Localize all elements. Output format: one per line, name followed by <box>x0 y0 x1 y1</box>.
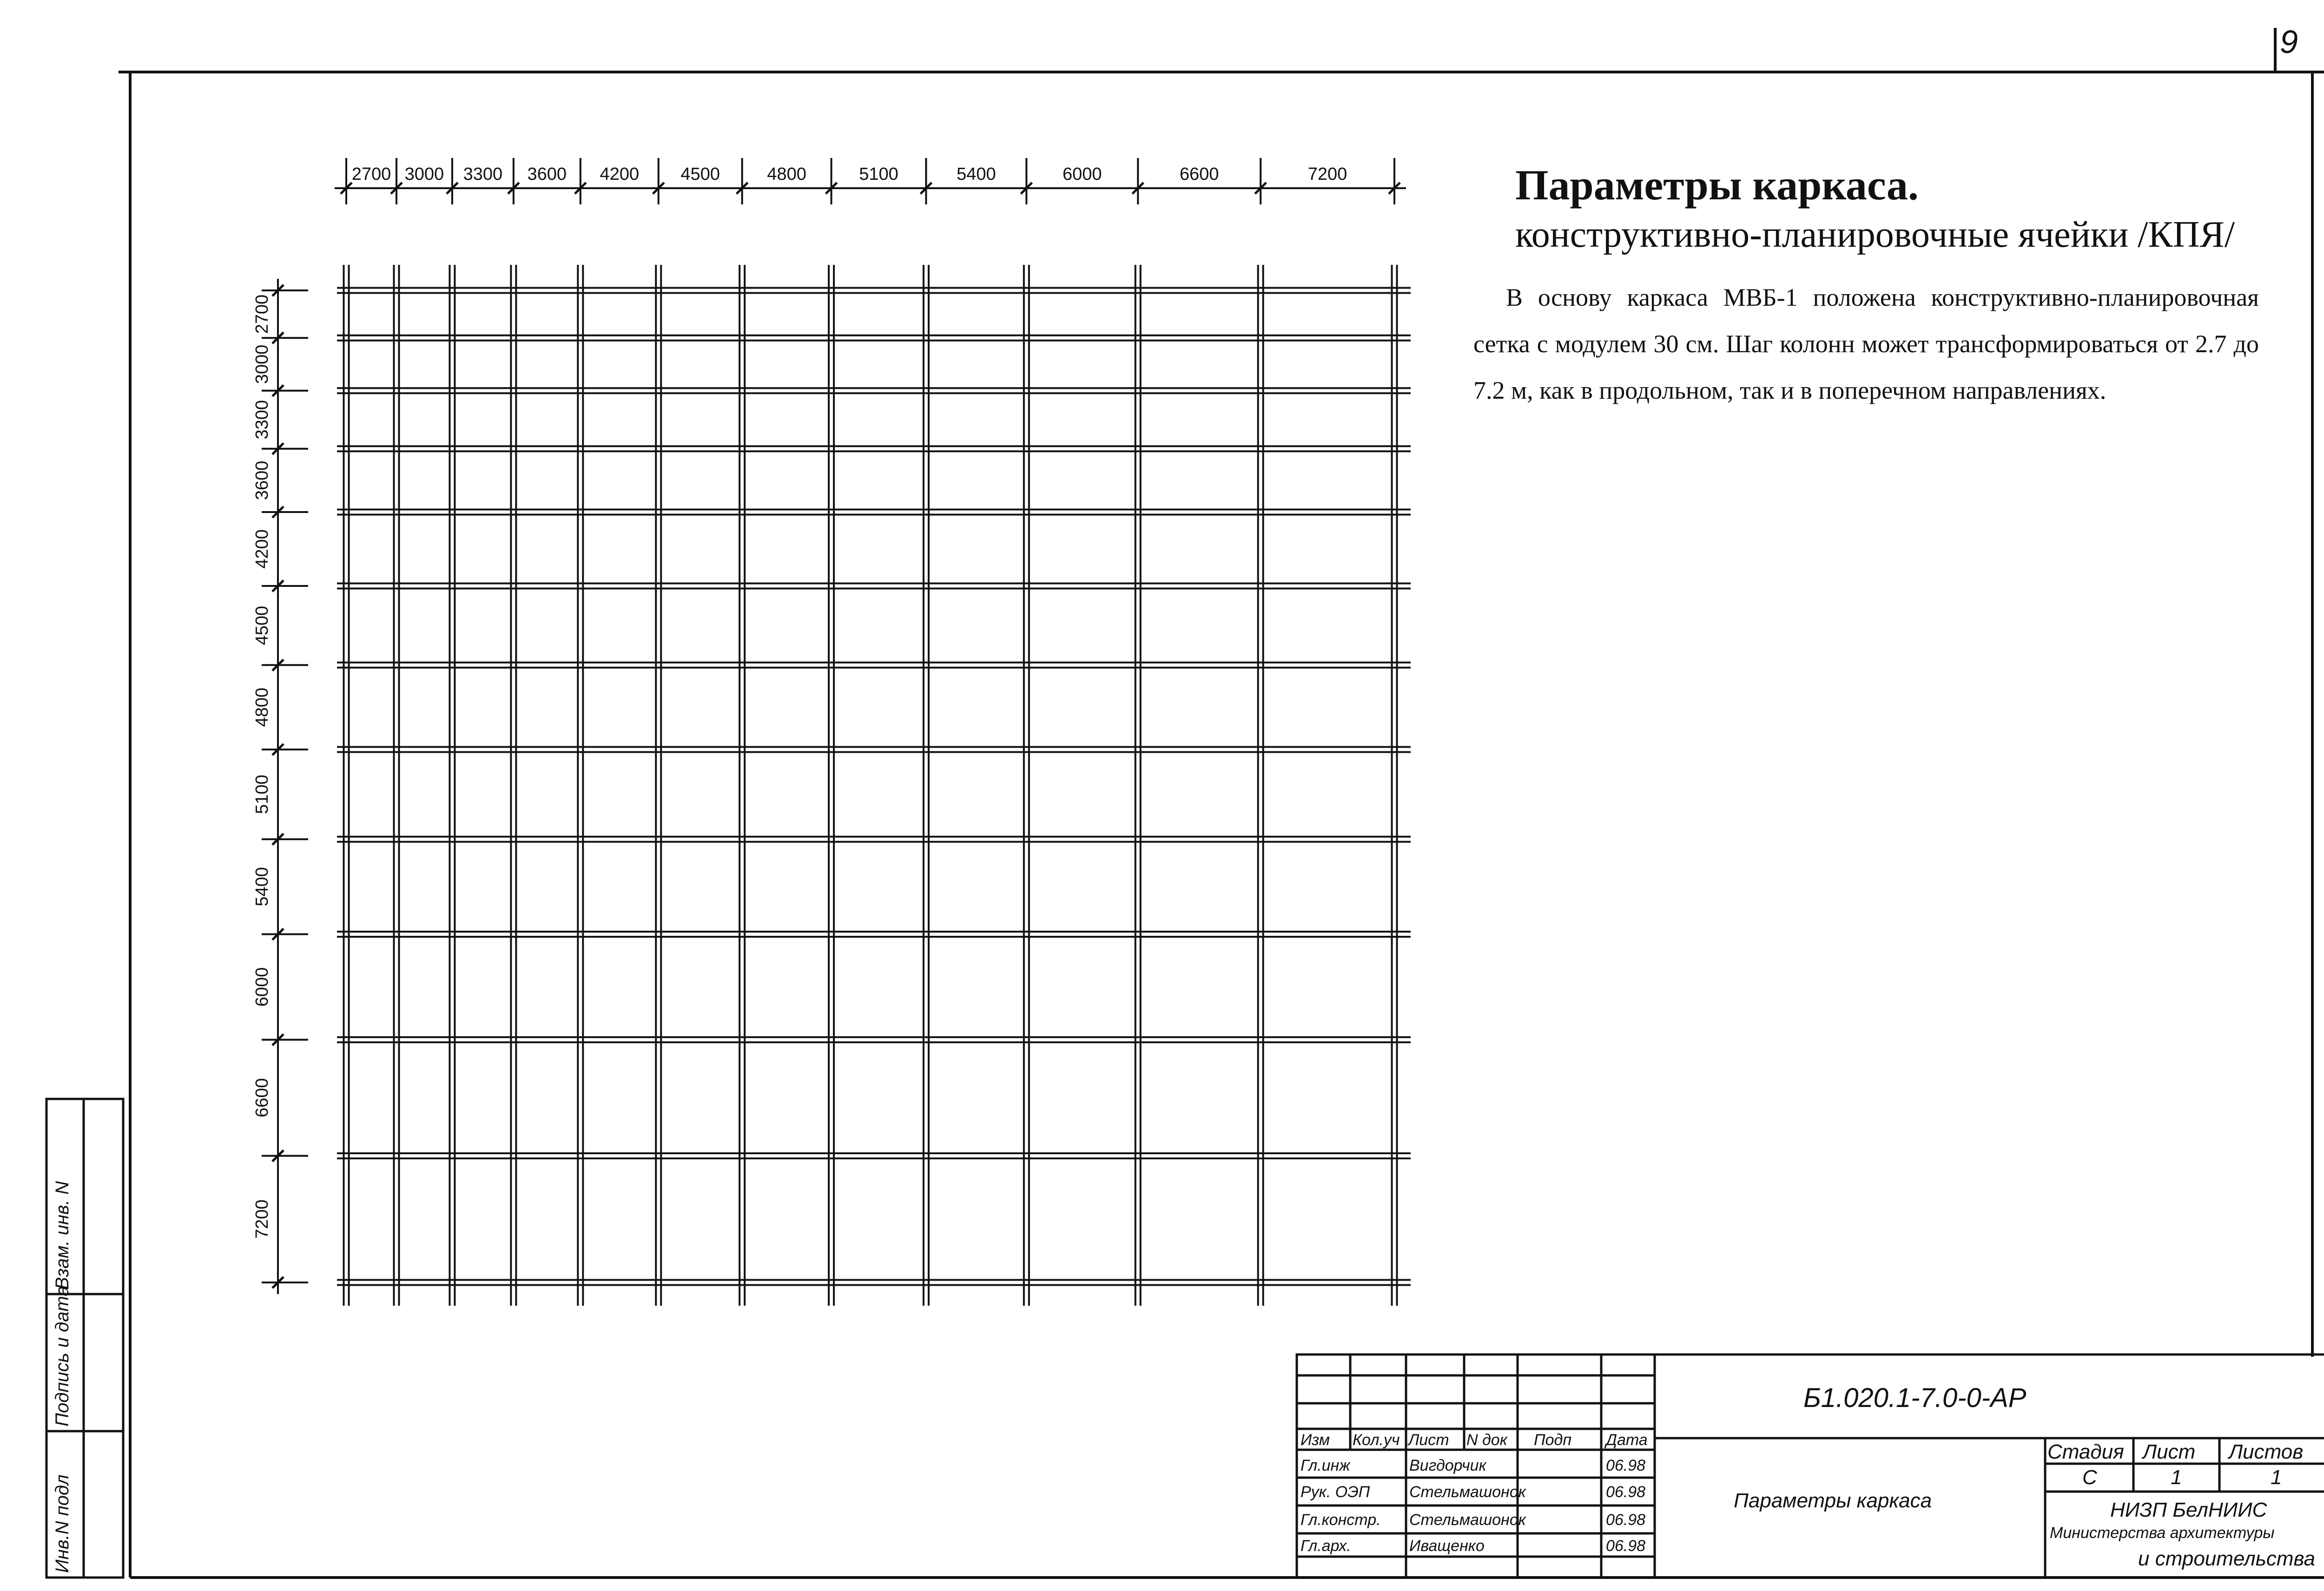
row-date: 06.98 <box>1606 1457 1646 1474</box>
dimension-label: 3300 <box>463 164 503 184</box>
dimension-label: 4500 <box>252 605 272 645</box>
header-izm: Изм <box>1301 1431 1330 1449</box>
dimension-label: 4800 <box>767 164 806 184</box>
row-role: Гл.констр. <box>1301 1511 1381 1529</box>
header-data: Дата <box>1606 1431 1648 1449</box>
dimension-label: 7200 <box>252 1199 272 1239</box>
page-subtitle: конструктивно-планировочные ячейки /КПЯ/ <box>1515 214 2235 255</box>
document-code: Б1.020.1-7.0-0-АР <box>1803 1383 2027 1413</box>
sheets-value: 1 <box>2271 1466 2282 1489</box>
side-stamp-vzam-inv: Взам. инв. N <box>52 1181 73 1289</box>
row-name: Стельмашонок <box>1409 1483 1526 1501</box>
row-role: Гл.инж <box>1301 1457 1350 1474</box>
sheet-label: Лист <box>2143 1440 2196 1463</box>
stage-value: С <box>2082 1466 2097 1489</box>
dimension-label: 6000 <box>252 967 272 1007</box>
page-title: Параметры каркаса. <box>1515 161 1919 209</box>
dimension-label: 3600 <box>527 164 567 184</box>
dimension-label: 2700 <box>252 294 272 334</box>
dimension-label: 3300 <box>252 400 272 440</box>
left-dimension-line <box>252 279 308 1294</box>
row-date: 06.98 <box>1606 1537 1646 1555</box>
header-kol-uch: Кол.уч <box>1353 1431 1400 1449</box>
dimension-label: 3600 <box>252 460 272 500</box>
dimension-label: 4200 <box>600 164 640 184</box>
sheet-value: 1 <box>2171 1466 2182 1489</box>
sheets-label: Листов <box>2229 1440 2304 1463</box>
structural-grid-plan <box>337 265 1411 1306</box>
dimension-label: 6600 <box>1179 164 1219 184</box>
sheet-title: Параметры каркаса <box>1734 1489 1932 1512</box>
header-podp: Подп <box>1534 1431 1572 1449</box>
row-name: Вигдорчик <box>1409 1457 1486 1474</box>
description-text <box>1473 274 2259 414</box>
dimension-label: 5400 <box>957 164 996 184</box>
dimension-label: 5100 <box>859 164 898 184</box>
dimension-label: 4200 <box>252 529 272 569</box>
dimension-label: 6000 <box>1063 164 1102 184</box>
dimension-label: 7200 <box>1307 164 1347 184</box>
dimension-label: 6600 <box>252 1078 272 1118</box>
row-date: 06.98 <box>1606 1483 1646 1501</box>
organization-ministry: Министерства архитектуры <box>2050 1524 2275 1542</box>
organization-ministry-2: и строительства <box>2138 1547 2316 1570</box>
row-role: Гл.арх. <box>1301 1537 1351 1555</box>
dimension-label: 5100 <box>252 775 272 814</box>
stage-label: Стадия <box>2047 1440 2124 1463</box>
dimension-label: 5400 <box>252 867 272 907</box>
dimension-label: 2700 <box>351 164 391 184</box>
dimension-label: 4500 <box>680 164 720 184</box>
dimension-label: 3000 <box>252 344 272 384</box>
row-date: 06.98 <box>1606 1511 1646 1529</box>
header-list: Лист <box>1408 1431 1449 1449</box>
side-stamp-inv-podl: Инв.N подл <box>52 1474 73 1573</box>
row-name: Иващенко <box>1409 1537 1485 1555</box>
page-number: 9 <box>2280 24 2298 60</box>
title-block-lines <box>46 1099 2324 1578</box>
side-stamp-podp-data: Подпись и дата <box>52 1286 73 1427</box>
row-name: Стельмашонок <box>1409 1511 1526 1529</box>
row-role: Рук. ОЭП <box>1301 1483 1370 1501</box>
description-paragraph: В основу каркаса МВБ-1 положена конструктивно-планировочная сетка с модулем 30 см. Шаг колонн может трансформироваться от 2.7 до 7.2 м, как в продольном, так и в поперечном направлениях. <box>1473 283 2259 404</box>
organization-name: НИЗП БелНИИС <box>2110 1499 2267 1521</box>
header-n-dok: N док <box>1466 1431 1507 1449</box>
dimension-label: 3000 <box>404 164 444 184</box>
dimension-label: 4800 <box>252 687 272 727</box>
top-dimension-line <box>335 158 1406 204</box>
